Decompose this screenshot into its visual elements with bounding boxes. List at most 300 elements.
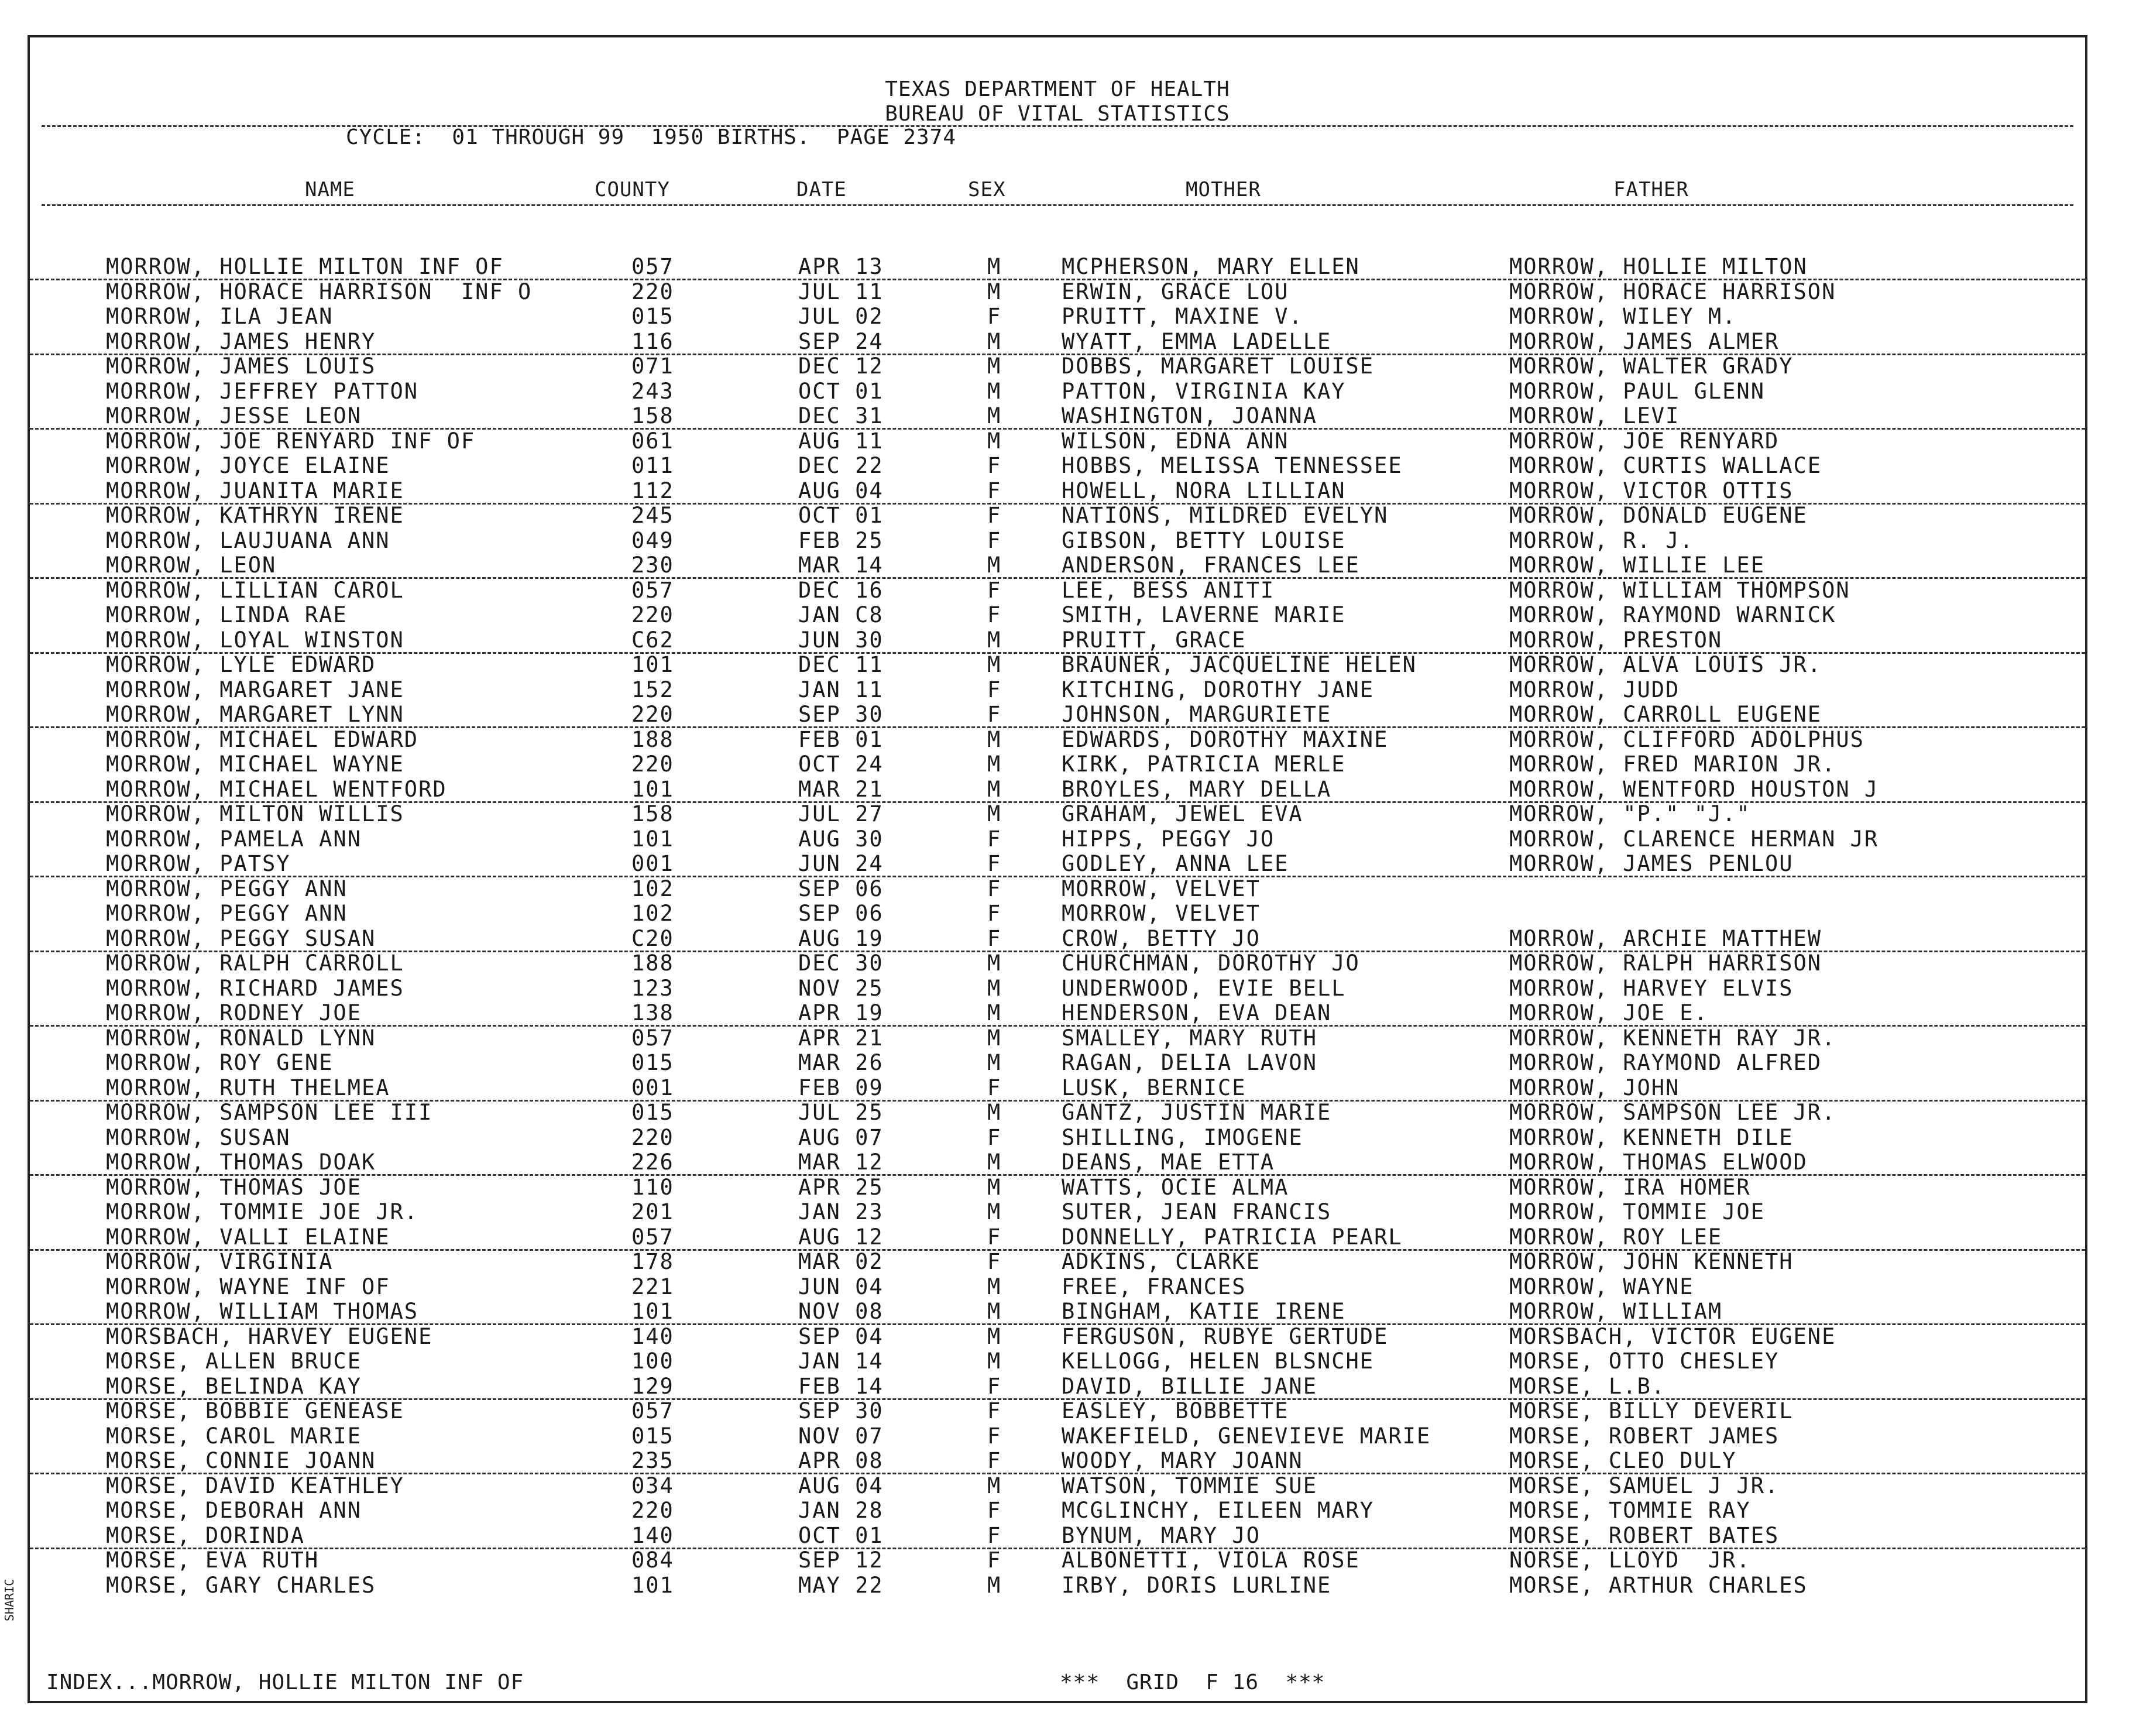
cell-date: JAN 28 (798, 1498, 884, 1523)
table-row (30, 602, 2085, 627)
cell-father: MORROW, ARCHIE MATTHEW (1509, 925, 1822, 951)
cell-sex: M (987, 1150, 1002, 1175)
cell-sex: M (987, 1274, 1002, 1299)
cell-county: 101 (631, 826, 674, 852)
cell-name: MORSE, BELINDA KAY (106, 1373, 362, 1399)
cell-mother: RAGAN, DELIA LAVON (1062, 1050, 1317, 1075)
cell-mother: ERWIN, GRACE LOU (1062, 279, 1289, 304)
cell-name: MORROW, JOE RENYARD INF OF (106, 428, 476, 454)
cell-mother: WATTS, OCIE ALMA (1062, 1174, 1289, 1200)
cell-county: 158 (631, 801, 674, 826)
cell-mother: SHILLING, IMOGENE (1062, 1124, 1303, 1150)
cell-county: 001 (631, 851, 674, 876)
cell-sex: F (987, 1448, 1002, 1473)
cell-date: FEB 01 (798, 726, 884, 752)
cell-name: MORSE, CONNIE JOANN (106, 1448, 376, 1473)
cell-mother: BINGHAM, KATIE IRENE (1062, 1299, 1346, 1324)
cell-name: MORROW, TOMMIE JOE JR. (106, 1199, 419, 1224)
cell-mother: UNDERWOOD, EVIE BELL (1062, 975, 1346, 1001)
cell-father: MORROW, WENTFORD HOUSTON J (1509, 776, 1879, 802)
cell-name: MORSE, GARY CHARLES (106, 1572, 376, 1598)
table-row (30, 1150, 2085, 1176)
table-row (30, 1175, 2085, 1199)
cell-sex: F (987, 901, 1002, 926)
cell-date: JAN C8 (798, 602, 884, 627)
cell-name: MORROW, RUTH THELMEA (106, 1075, 390, 1100)
table-row (30, 851, 2085, 877)
cell-county: 188 (631, 951, 674, 976)
cell-father: MORROW, KENNETH RAY JR. (1509, 1025, 1836, 1051)
cell-name: MORROW, LOYAL WINSTON (106, 627, 404, 653)
table-row (30, 926, 2085, 952)
table-row (30, 1050, 2085, 1075)
table-row (30, 1025, 2085, 1050)
table-row (30, 528, 2085, 553)
cell-mother: GODLEY, ANNA LEE (1062, 851, 1289, 876)
cell-father: MORSBACH, VICTOR EUGENE (1509, 1323, 1836, 1349)
cell-mother: EDWARDS, DOROTHY MAXINE (1062, 726, 1389, 752)
cell-father: MORROW, CURTIS WALLACE (1509, 453, 1822, 478)
cell-father: MORROW, JOE E. (1509, 1000, 1708, 1025)
cycle-line: CYCLE: 01 THROUGH 99 1950 BIRTHS. PAGE 2374 (346, 125, 956, 149)
col-header-sex: SEX (968, 178, 1006, 201)
cell-mother: WOODY, MARY JOANN (1062, 1448, 1303, 1473)
cell-mother: HIPPS, PEGGY JO (1062, 826, 1275, 852)
cell-date: MAR 26 (798, 1050, 884, 1075)
cell-name: MORROW, ROY GENE (106, 1050, 334, 1075)
cell-sex: M (987, 403, 1002, 428)
table-row (30, 976, 2085, 1000)
cell-date: SEP 12 (798, 1548, 884, 1573)
cell-father: MORROW, WILLIE LEE (1509, 553, 1765, 578)
cell-date: FEB 25 (798, 527, 884, 553)
cell-date: MAR 14 (798, 553, 884, 578)
cell-father: MORSE, ARTHUR CHARLES (1509, 1572, 1808, 1598)
cell-name: MORROW, JEFFREY PATTON (106, 378, 419, 404)
cell-date: JUL 27 (798, 801, 884, 826)
agency-title: TEXAS DEPARTMENT OF HEALTH (885, 77, 1230, 101)
cell-father: MORROW, R. J. (1509, 527, 1694, 553)
table-row (30, 727, 2085, 752)
cell-name: MORROW, MICHAEL EDWARD (106, 726, 419, 752)
table-row (30, 1299, 2085, 1325)
cell-name: MORROW, HOLLIE MILTON INF OF (106, 254, 504, 279)
cell-county: 100 (631, 1349, 674, 1374)
cell-county: 188 (631, 726, 674, 752)
cell-mother: HENDERSON, EVA DEAN (1062, 1000, 1332, 1025)
cell-county: 110 (631, 1174, 674, 1200)
cell-father: MORSE, SAMUEL J JR. (1509, 1473, 1780, 1498)
cell-father: MORSE, L.B. (1509, 1373, 1666, 1399)
cell-county: 112 (631, 478, 674, 503)
cell-sex: F (987, 1548, 1002, 1573)
cell-name: MORROW, PEGGY ANN (106, 876, 348, 901)
table-row (30, 1498, 2085, 1522)
cell-date: OCT 01 (798, 378, 884, 404)
table-row (30, 354, 2085, 378)
cell-sex: F (987, 1249, 1002, 1274)
cell-county: 057 (631, 1398, 674, 1423)
table-row (30, 478, 2085, 505)
cell-county: 102 (631, 876, 674, 901)
cell-father: MORROW, WALTER GRADY (1509, 354, 1794, 379)
cell-date: NOV 07 (798, 1423, 884, 1449)
cell-sex: M (987, 1100, 1002, 1125)
cell-sex: M (987, 627, 1002, 653)
cell-name: MORROW, RONALD LYNN (106, 1025, 376, 1051)
cell-date: JUN 30 (798, 627, 884, 653)
cell-date: DEC 22 (798, 453, 884, 478)
table-row (30, 1548, 2085, 1572)
cell-sex: F (987, 1124, 1002, 1150)
cell-date: MAR 21 (798, 776, 884, 802)
cell-sex: F (987, 1398, 1002, 1423)
cell-date: AUG 04 (798, 1473, 884, 1498)
cell-name: MORSE, DAVID KEATHLEY (106, 1473, 404, 1498)
cell-sex: F (987, 826, 1002, 852)
cell-father: MORROW, WILEY M. (1509, 304, 1737, 329)
table-row (30, 254, 2085, 280)
cell-county: 015 (631, 304, 674, 329)
cell-father: MORROW, RAYMOND ALFRED (1509, 1050, 1822, 1075)
table-row (30, 553, 2085, 579)
cell-mother: LEE, BESS ANITI (1062, 577, 1275, 603)
cell-date: DEC 30 (798, 951, 884, 976)
cell-sex: M (987, 1473, 1002, 1498)
table-row (30, 329, 2085, 355)
table-row (30, 453, 2085, 478)
cell-sex: M (987, 1299, 1002, 1324)
cell-name: MORROW, MARGARET LYNN (106, 702, 404, 727)
cell-date: SEP 06 (798, 901, 884, 926)
table-row (30, 428, 2085, 453)
cell-mother: JOHNSON, MARGURIETE (1062, 702, 1332, 727)
cell-mother: CROW, BETTY JO (1062, 925, 1261, 951)
cell-county: 034 (631, 1473, 674, 1498)
cell-sex: F (987, 1075, 1002, 1100)
cell-sex: M (987, 1323, 1002, 1349)
cell-county: 102 (631, 901, 674, 926)
table-row (30, 1100, 2085, 1124)
cell-date: DEC 11 (798, 652, 884, 677)
cell-name: MORROW, PEGGY SUSAN (106, 925, 376, 951)
cell-county: 057 (631, 1025, 674, 1051)
cell-sex: M (987, 553, 1002, 578)
cell-date: JUL 11 (798, 279, 884, 304)
cell-sex: M (987, 1050, 1002, 1075)
cell-name: MORROW, JUANITA MARIE (106, 478, 404, 503)
table-row (30, 1199, 2085, 1224)
cell-mother: WATSON, TOMMIE SUE (1062, 1473, 1317, 1498)
cell-county: 220 (631, 1124, 674, 1150)
cell-county: 230 (631, 553, 674, 578)
cell-county: 220 (631, 1498, 674, 1523)
cell-date: SEP 30 (798, 702, 884, 727)
cell-county: 011 (631, 453, 674, 478)
cell-father: MORROW, IRA HOMER (1509, 1174, 1751, 1200)
cell-county: 123 (631, 975, 674, 1001)
cell-county: 049 (631, 527, 674, 553)
cell-name: MORROW, ILA JEAN (106, 304, 334, 329)
cell-name: MORSE, CAROL MARIE (106, 1423, 362, 1449)
cell-name: MORROW, THOMAS DOAK (106, 1150, 376, 1175)
cell-date: JUN 24 (798, 851, 884, 876)
cell-date: JAN 11 (798, 677, 884, 702)
cell-sex: M (987, 428, 1002, 454)
cell-county: 245 (631, 503, 674, 528)
cell-date: MAR 12 (798, 1150, 884, 1175)
table-row (30, 777, 2085, 803)
cell-county: 015 (631, 1100, 674, 1125)
cell-mother: FREE, FRANCES (1062, 1274, 1246, 1299)
cell-date: MAR 02 (798, 1249, 884, 1274)
cell-date: AUG 11 (798, 428, 884, 454)
table-row (30, 379, 2085, 403)
cell-sex: F (987, 677, 1002, 702)
table-row (30, 578, 2085, 602)
cell-date: AUG 07 (798, 1124, 884, 1150)
table-row (30, 503, 2085, 527)
cell-name: MORROW, JOYCE ELAINE (106, 453, 390, 478)
cell-mother: BRAUNER, JACQUELINE HELEN (1062, 652, 1417, 677)
cell-father: MORSE, TOMMIE RAY (1509, 1498, 1751, 1523)
cell-sex: M (987, 1572, 1002, 1598)
table-row (30, 1274, 2085, 1299)
cell-mother: GIBSON, BETTY LOUISE (1062, 527, 1346, 553)
cell-date: DEC 31 (798, 403, 884, 428)
table-row (30, 826, 2085, 851)
cell-mother: MORROW, VELVET (1062, 876, 1261, 901)
cell-father: MORROW, VICTOR OTTIS (1509, 478, 1794, 503)
cell-mother: DOBBS, MARGARET LOUISE (1062, 354, 1375, 379)
cell-date: SEP 30 (798, 1398, 884, 1423)
cell-date: FEB 14 (798, 1373, 884, 1399)
cell-county: 101 (631, 1572, 674, 1598)
cell-county: 220 (631, 279, 674, 304)
cell-father: MORROW, TOMMIE JOE (1509, 1199, 1765, 1224)
cell-county: 057 (631, 1224, 674, 1250)
cell-name: MORSE, EVA RUTH (106, 1548, 320, 1573)
cell-father: MORROW, PRESTON (1509, 627, 1723, 653)
cell-date: NOV 25 (798, 975, 884, 1001)
cell-county: 158 (631, 403, 674, 428)
index-page (28, 35, 2087, 1703)
cell-county: 101 (631, 652, 674, 677)
table-row (30, 652, 2085, 677)
cell-mother: KELLOGG, HELEN BLSNCHE (1062, 1349, 1375, 1374)
cell-name: MORROW, WAYNE INF OF (106, 1274, 390, 1299)
cell-date: JUN 04 (798, 1274, 884, 1299)
cell-date: NOV 08 (798, 1299, 884, 1324)
cell-name: MORROW, VALLI ELAINE (106, 1224, 390, 1250)
cell-date: JUL 02 (798, 304, 884, 329)
cell-sex: M (987, 328, 1002, 354)
cell-sex: M (987, 726, 1002, 752)
table-row (30, 876, 2085, 901)
cell-sex: F (987, 876, 1002, 901)
grid-footer: *** GRID F 16 *** (1060, 1670, 1325, 1694)
cell-mother: GRAHAM, JEWEL EVA (1062, 801, 1303, 826)
cell-name: MORSBACH, HARVEY EUGENE (106, 1323, 433, 1349)
cell-name: MORSE, ALLEN BRUCE (106, 1349, 362, 1374)
cell-sex: M (987, 378, 1002, 404)
table-row (30, 279, 2085, 304)
cell-name: MORROW, SUSAN (106, 1124, 291, 1150)
side-watermark: SHARIC (2, 1579, 16, 1621)
cell-county: 243 (631, 378, 674, 404)
cell-name: MORROW, MILTON WILLIS (106, 801, 404, 826)
cell-name: MORROW, PAMELA ANN (106, 826, 362, 852)
cell-mother: KITCHING, DOROTHY JANE (1062, 677, 1375, 702)
col-header-date: DATE (796, 178, 847, 201)
table-row (30, 702, 2085, 728)
cell-name: MORSE, DORINDA (106, 1522, 305, 1548)
cell-sex: M (987, 801, 1002, 826)
cell-name: MORROW, PATSY (106, 851, 291, 876)
cell-county: 061 (631, 428, 674, 454)
table-row (30, 1349, 2085, 1373)
cell-date: SEP 06 (798, 876, 884, 901)
cell-father: MORROW, HOLLIE MILTON (1509, 254, 1808, 279)
cell-county: 001 (631, 1075, 674, 1100)
cell-sex: M (987, 1349, 1002, 1374)
cell-county: 152 (631, 677, 674, 702)
cell-father: MORROW, LEVI (1509, 403, 1680, 428)
table-row (30, 403, 2085, 430)
cell-mother: BYNUM, MARY JO (1062, 1522, 1261, 1548)
cell-date: OCT 24 (798, 752, 884, 777)
table-row (30, 951, 2085, 975)
cell-father: MORSE, ROBERT JAMES (1509, 1423, 1780, 1449)
cell-father: MORROW, "P." "J." (1509, 801, 1751, 826)
cell-father: MORROW, JOHN (1509, 1075, 1680, 1100)
cell-name: MORROW, VIRGINIA (106, 1249, 334, 1274)
table-row (30, 1249, 2085, 1274)
cell-father: MORROW, HORACE HARRISON (1509, 279, 1836, 304)
cell-mother: PRUITT, MAXINE V. (1062, 304, 1303, 329)
cell-sex: F (987, 1522, 1002, 1548)
cell-name: MORSE, BOBBIE GENEASE (106, 1398, 404, 1423)
cell-sex: M (987, 776, 1002, 802)
table-row (30, 752, 2085, 776)
cell-name: MORROW, MICHAEL WAYNE (106, 752, 404, 777)
col-header-name: NAME (305, 178, 355, 201)
cell-mother: DEANS, MAE ETTA (1062, 1150, 1275, 1175)
cell-mother: CHURCHMAN, DOROTHY JO (1062, 951, 1360, 976)
cell-sex: F (987, 1224, 1002, 1250)
cell-mother: NATIONS, MILDRED EVELYN (1062, 503, 1389, 528)
cell-sex: F (987, 602, 1002, 627)
cell-mother: MCPHERSON, MARY ELLEN (1062, 254, 1360, 279)
cell-sex: M (987, 1025, 1002, 1051)
cell-father: MORROW, WILLIAM THOMPSON (1509, 577, 1850, 603)
cell-sex: M (987, 975, 1002, 1001)
cell-sex: F (987, 1423, 1002, 1449)
cell-name: MORROW, LAUJUANA ANN (106, 527, 390, 553)
cell-date: FEB 09 (798, 1075, 884, 1100)
cell-mother: SMALLEY, MARY RUTH (1062, 1025, 1317, 1051)
table-row (30, 677, 2085, 702)
cell-father: MORROW, WAYNE (1509, 1274, 1694, 1299)
cell-sex: F (987, 577, 1002, 603)
cell-date: APR 21 (798, 1025, 884, 1051)
cell-county: C20 (631, 925, 674, 951)
bureau-title: BUREAU OF VITAL STATISTICS (885, 102, 1230, 126)
cell-name: MORROW, LEON (106, 553, 277, 578)
cell-name: MORROW, RALPH CARROLL (106, 951, 404, 976)
cell-county: 220 (631, 752, 674, 777)
cell-county: 220 (631, 702, 674, 727)
cell-father: MORROW, ALVA LOUIS JR. (1509, 652, 1822, 677)
table-row (30, 1523, 2085, 1549)
table-row (30, 627, 2085, 654)
table-row (30, 1125, 2085, 1150)
cell-sex: M (987, 279, 1002, 304)
cell-sex: M (987, 652, 1002, 677)
column-header-rule (42, 204, 2073, 206)
cell-date: OCT 01 (798, 1522, 884, 1548)
cell-date: AUG 12 (798, 1224, 884, 1250)
cell-name: MORROW, LYLE EDWARD (106, 652, 376, 677)
cell-county: C62 (631, 627, 674, 653)
cell-county: 220 (631, 602, 674, 627)
cell-county: 071 (631, 354, 674, 379)
cell-name: MORROW, WILLIAM THOMAS (106, 1299, 419, 1324)
cell-mother: HOWELL, NORA LILLIAN (1062, 478, 1346, 503)
cell-father: MORROW, CLARENCE HERMAN JR (1509, 826, 1879, 852)
cell-sex: F (987, 702, 1002, 727)
cell-mother: DAVID, BILLIE JANE (1062, 1373, 1317, 1399)
table-row (30, 1075, 2085, 1102)
cell-date: DEC 16 (798, 577, 884, 603)
cell-father: MORROW, CARROLL EUGENE (1509, 702, 1822, 727)
cell-sex: F (987, 304, 1002, 329)
cell-date: APR 08 (798, 1448, 884, 1473)
cell-mother: LUSK, BERNICE (1062, 1075, 1246, 1100)
table-row (30, 1374, 2085, 1400)
cell-mother: FERGUSON, RUBYE GERTUDE (1062, 1323, 1389, 1349)
cell-father: MORSE, CLEO DULY (1509, 1448, 1737, 1473)
cell-county: 201 (631, 1199, 674, 1224)
cell-date: OCT 01 (798, 503, 884, 528)
col-header-mother: MOTHER (1186, 178, 1261, 201)
cell-county: 140 (631, 1323, 674, 1349)
cell-father: MORROW, RAYMOND WARNICK (1509, 602, 1836, 627)
cell-mother: WAKEFIELD, GENEVIEVE MARIE (1062, 1423, 1431, 1449)
index-footer: INDEX...MORROW, HOLLIE MILTON INF OF (46, 1670, 524, 1694)
cell-name: MORROW, KATHRYN IRENE (106, 503, 404, 528)
cell-father: MORSE, OTTO CHESLEY (1509, 1349, 1780, 1374)
cell-mother: EASLEY, BOBBETTE (1062, 1398, 1289, 1423)
cell-mother: IRBY, DORIS LURLINE (1062, 1572, 1332, 1598)
cell-name: MORROW, LINDA RAE (106, 602, 348, 627)
cell-father: MORROW, KENNETH DILE (1509, 1124, 1794, 1150)
cell-sex: M (987, 1000, 1002, 1025)
table-row (30, 1398, 2085, 1423)
cell-county: 178 (631, 1249, 674, 1274)
cell-father: MORSE, BILLY DEVERIL (1509, 1398, 1794, 1423)
cell-sex: M (987, 354, 1002, 379)
cell-mother: PATTON, VIRGINIA KAY (1062, 378, 1346, 404)
cell-date: JAN 14 (798, 1349, 884, 1374)
cell-date: APR 19 (798, 1000, 884, 1025)
table-row (30, 304, 2085, 328)
cell-date: JUL 25 (798, 1100, 884, 1125)
cell-name: MORROW, HORACE HARRISON INF O (106, 279, 533, 304)
cell-date: APR 25 (798, 1174, 884, 1200)
cell-father: MORSE, ROBERT BATES (1509, 1522, 1780, 1548)
cell-county: 084 (631, 1548, 674, 1573)
